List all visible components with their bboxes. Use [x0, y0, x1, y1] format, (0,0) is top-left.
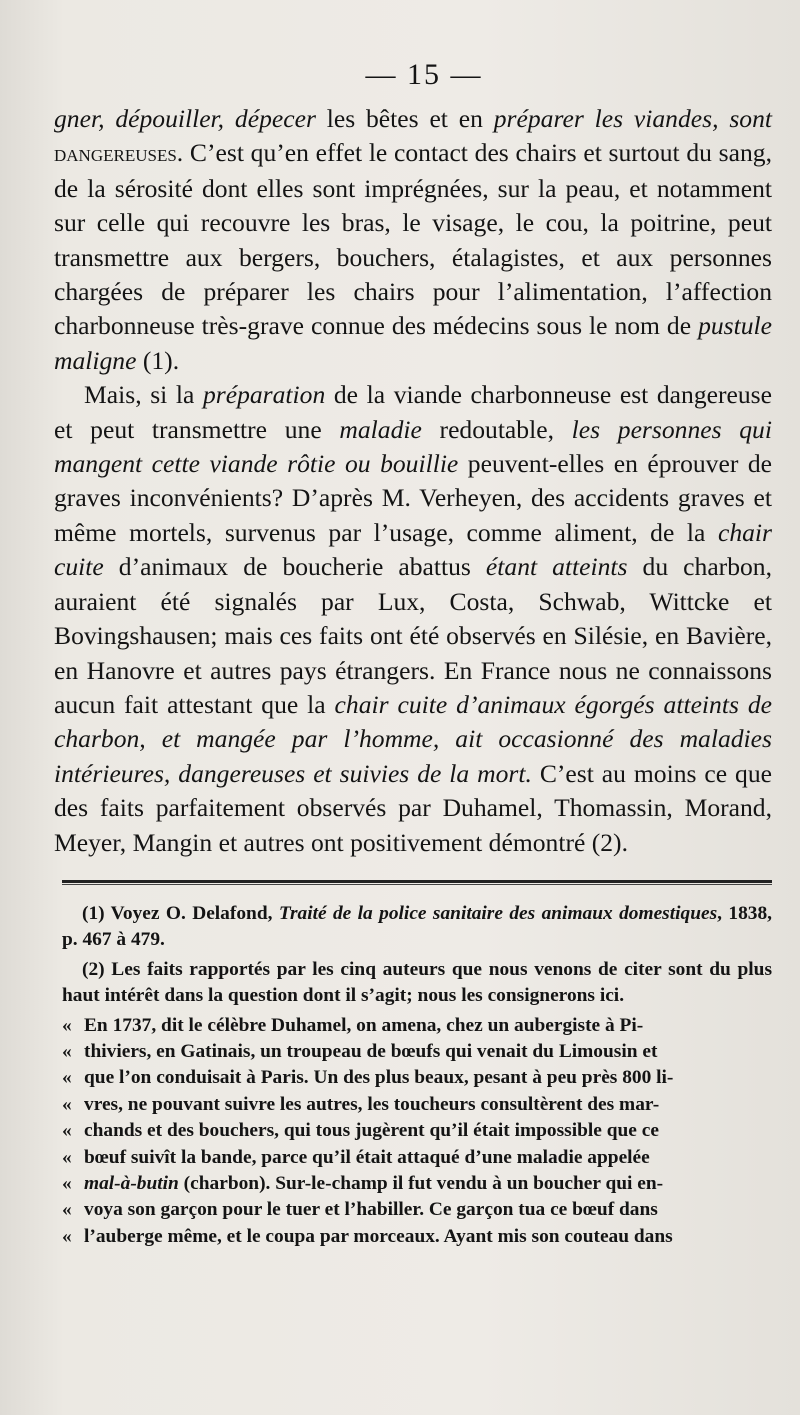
italic-span: préparer les viandes, sont — [493, 104, 772, 133]
main-text — [54, 102, 772, 860]
italic-span: maladie — [339, 414, 422, 444]
text-span: Mais, si la — [84, 380, 203, 410]
quotation — [62, 1013, 772, 1251]
guillemet: « — [62, 1067, 72, 1089]
quote-line — [62, 1197, 772, 1223]
guillemet: « — [62, 1120, 72, 1142]
quote-line — [62, 1013, 772, 1039]
italic-span: gner, dépouiller, dépecer — [54, 104, 316, 133]
italic-span: pustule maligne — [54, 311, 772, 375]
italic-span: Traité de la police sanitaire des animaux domestiques — [278, 902, 718, 924]
text-span: vres, ne pouvant suivre les autres, les toucheurs consultèrent des mar- — [84, 1093, 660, 1115]
guillemet: « — [62, 1040, 72, 1062]
italic-span: les personnes qui mangent cette viande rôtie ou bouillie — [54, 414, 772, 479]
text-span: (1). — [136, 345, 180, 375]
quote-line — [62, 1171, 772, 1197]
italic-span: chair cuite — [54, 517, 772, 582]
text-span: peuvent-elles en éprouver de graves inconvénients? D’après M. Verheyen, des accidents graves et même mortels, survenus par l’usage, comme aliment, de la — [54, 449, 773, 547]
footnote-2: (2) Les faits rapportés par les cinq auteurs que nous venons de citer sont du plus haut intérêt dans la question dont il s’agit; nous les consignerons ici. — [62, 958, 772, 1007]
quote-line — [62, 1145, 772, 1171]
guillemet: « — [62, 1225, 72, 1247]
page-number: — 15 — — [365, 58, 483, 91]
text-span: du charbon, auraient été signalés par Lux, Costa, Schwab, Wittcke et Bovingshausen; mais ces faits ont été observés en Silésie, en Bavière, en Hanovre et autres pays étrangers. En France nous ne connaissons aucun fait attestant que la — [54, 552, 772, 719]
italic-span: préparation — [202, 380, 326, 410]
text-span: (1) Voyez O. Delafond, — [82, 902, 279, 924]
text-span: redoutable, — [421, 414, 572, 444]
paragraph-2 — [54, 378, 772, 860]
text-span: que l’on conduisait à Paris. Un des plus beaux, pesant à peu près 800 li- — [84, 1067, 674, 1089]
footnote-divider — [62, 880, 772, 885]
guillemet: « — [62, 1199, 72, 1221]
text-span: les bêtes et en — [315, 104, 494, 133]
text-span: . C’est qu’en effet le contact des chairs et surtout du sang, de la sérosité dont elles sont imprégnées, sur la peau, et notamment sur celle qui recouvre les bras, le visage, le cou, la poitrine, peut transmettre aux bergers, bouchers, étalagistes, et aux personnes chargées de préparer les chairs pour l’alimentation, l’affection charbonneuse très-grave connue des médecins sous le nom de — [54, 138, 772, 341]
guillemet: « — [62, 1146, 72, 1168]
quote-line — [62, 1065, 772, 1091]
text-span: d’animaux de boucherie abattus — [103, 552, 486, 582]
footnote-1 — [62, 901, 772, 954]
text-span: voya son garçon pour le tuer et l’habiller. Ce garçon tua ce bœuf dans — [84, 1199, 658, 1221]
quote-line — [62, 1224, 772, 1250]
quote-line — [62, 1039, 772, 1065]
text-span: C’est au moins ce que des faits parfaitement observés par Duhamel, Thomassin, Morand, Meyer, Mangin et autres ont positivement démontré (2). — [54, 758, 772, 857]
text-span: (charbon). Sur-le-champ il fut vendu à un boucher qui en- — [178, 1173, 664, 1194]
guillemet: « — [62, 1014, 72, 1036]
quote-line — [62, 1118, 772, 1144]
text-span: En 1737, dit le célèbre Duhamel, on amena, chez un aubergiste à Pi- — [84, 1014, 644, 1036]
text-span: thiviers, en Gatinais, un troupeau de bœufs qui venait du Limousin et — [84, 1040, 658, 1062]
text-span: chands et des bouchers, qui tous jugèrent qu’il était impossible que ce — [84, 1120, 659, 1142]
text-span: de la viande charbonneuse est dangereuse et peut transmettre une — [54, 380, 772, 444]
text-span: bœuf suivît la bande, parce qu’il était attaqué d’une maladie appelée — [84, 1146, 650, 1168]
italic-span: chair cuite d’animaux égorgés atteints de charbon, et mangée par l’homme, ait occasionné des maladies intérieures, dangereuses et suivies de la mort. — [54, 689, 772, 788]
text-span: l’auberge même, et le coupa par morceaux. Ayant mis son couteau dans — [84, 1225, 673, 1247]
italic-span: étant atteints — [485, 552, 628, 582]
footnotes — [54, 901, 772, 1250]
quote-line — [62, 1092, 772, 1118]
italic-span: mal-à-butin — [84, 1173, 179, 1194]
text-span: , 1838, p. 467 à 479. — [62, 902, 773, 951]
paragraph-1 — [54, 102, 772, 378]
guillemet: « — [62, 1093, 72, 1115]
guillemet: « — [62, 1173, 72, 1194]
small-caps-span: dangereuses — [54, 141, 177, 168]
